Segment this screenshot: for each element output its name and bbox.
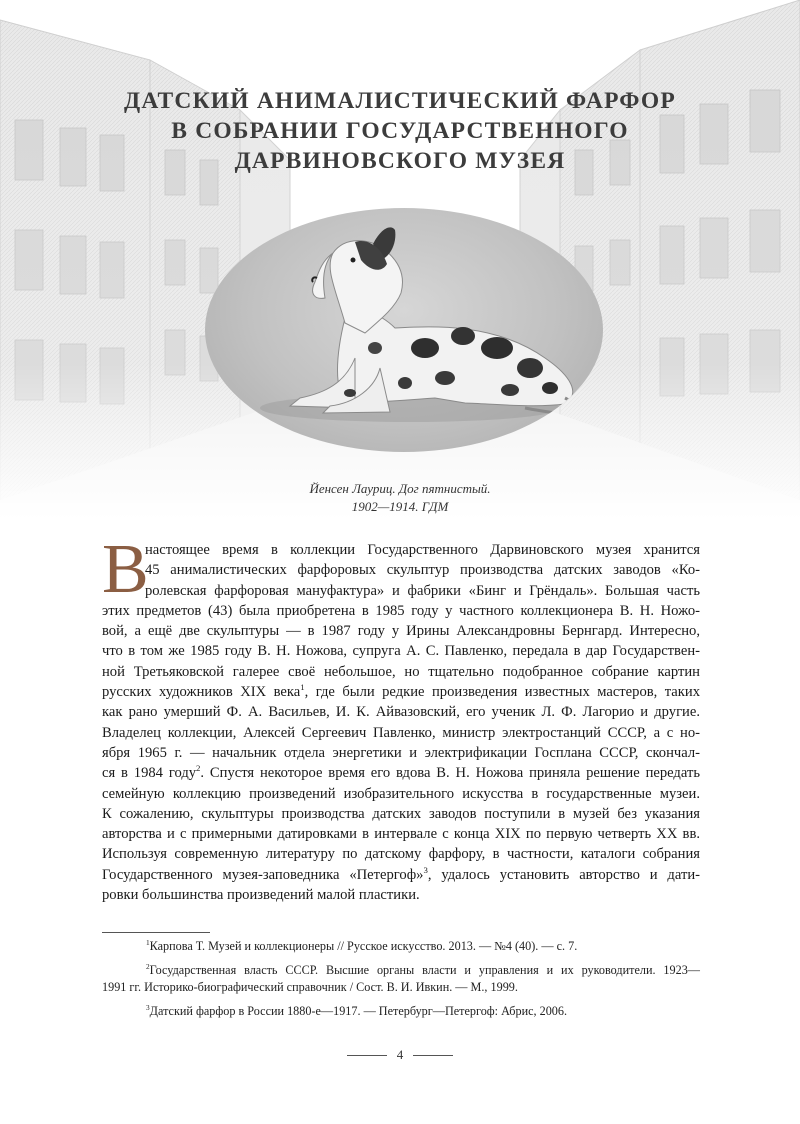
footnote-number: 1 xyxy=(146,937,150,947)
body-line: 45 анималистических фарфоровых скульптур производства датских заводов «Ко- xyxy=(145,562,700,579)
title-line-3: ДАРВИНОВСКОГО МУЗЕЯ xyxy=(234,148,566,174)
body-line: вой, а ещё две скульптуры — в 1987 году у Ирины Александровны Бернгард. Интересно, xyxy=(102,623,700,640)
dog-figurine-photo xyxy=(205,208,603,452)
body-line: ролевская фарфоровая мануфактура» и фабрики «Бинг и Грёндаль». Большая часть xyxy=(145,582,700,599)
footnote-divider xyxy=(102,932,210,933)
body-line xyxy=(102,763,700,783)
body-text: русских художников XIX века xyxy=(102,684,301,701)
body-line: ровки большинства произведений малой пластики. xyxy=(102,887,420,904)
body-line: Владелец коллекции, Алексей Сергеевич Павленко, министр электростанций СССР, а с но- xyxy=(102,724,700,741)
body-line: как рано умерший Ф. А. Васильев, И. К. Айвазовский, его ученик Л. Ф. Лагорио и другие. xyxy=(102,704,700,721)
footnote-ref-3: 3 xyxy=(423,864,428,875)
title-line-1: ДАТСКИЙ АНИМАЛИСТИЧЕСКИЙ ФАРФОР xyxy=(124,88,676,114)
body-line: ной Третьяковской галерее своё небольшое, но тщательно подобранное собрание картин xyxy=(102,663,700,680)
footnote-text: 1991 гг. Историко-биографический справочник / Сост. В. И. Ивкин. — М., 1999. xyxy=(102,980,518,994)
footnote-ref-2: 2 xyxy=(196,763,201,774)
footnote-number: 3 xyxy=(146,1002,150,1012)
body-text: Государственного музея-заповедника «Петергоф» xyxy=(102,866,424,883)
body-text: . Спустя некоторое время его вдова В. Н. Ножова приняла решение передать xyxy=(200,765,700,782)
article-body xyxy=(102,531,700,905)
caption-line-2: 1902—1914. ГДМ xyxy=(351,499,449,514)
body-line: этих предметов (43) была приобретена в 1985 году у частного коллекционера В. Н. Ножо- xyxy=(102,602,700,619)
footnote-3 xyxy=(102,1003,700,1020)
footnote-ref-1: 1 xyxy=(300,682,305,693)
porcelain-dog-image xyxy=(205,208,603,452)
body-line: К сожалению, скульптуры производства датских заводов поступили в музей без указания xyxy=(102,805,700,822)
body-text: , удалось установить авторство и дати- xyxy=(427,866,700,883)
body-line: ября 1965 г. — начальник отдела энергетики и электрификации Госплана СССР, скончал- xyxy=(102,744,700,761)
footnote-text: Карпова Т. Музей и коллекционеры // Русское искусство. 2013. — №4 (40). — с. 7. xyxy=(149,939,578,953)
body-text: , где были редкие произведения известных мастеров, таких xyxy=(304,684,700,701)
body-line: Используя современную литературу по датскому фарфору, в частности, каталоги собрания xyxy=(102,846,700,863)
footnote-number: 2 xyxy=(146,961,150,971)
body-line: что в том же 1985 году В. Н. Ножова, супруга А. С. Павленко, передала в дар Государствен- xyxy=(102,643,700,660)
footnote-1 xyxy=(102,938,700,955)
body-line: настоящее время в коллекции Государственного Дарвиновского музея хранится xyxy=(145,542,700,558)
drop-cap: В xyxy=(102,531,149,608)
body-line xyxy=(102,865,700,885)
footnote-text: Государственная власть СССР. Высшие органы власти и управления и их руководители. 1923— xyxy=(149,963,700,977)
photo-caption xyxy=(200,480,600,516)
body-text: ся в 1984 году xyxy=(102,765,197,782)
body-line: семейную коллекцию произведений изобразительного искусства в государственные музеи. xyxy=(102,785,700,802)
body-line xyxy=(102,682,700,702)
article-title xyxy=(100,86,700,176)
page-number-area xyxy=(0,1047,800,1063)
page-number: 4 xyxy=(396,1047,404,1062)
body-line: авторства и с примерными датировками в интервале с конца XIX по первую четверть XX вв. xyxy=(102,826,700,843)
page-number-rule-left xyxy=(347,1055,387,1056)
footnote-text: Датский фарфор в России 1880-е—1917. — Петербург—Петергоф: Абрис, 2006. xyxy=(149,1004,568,1018)
title-line-2: В СОБРАНИИ ГОСУДАРСТВЕННОГО xyxy=(171,118,629,144)
caption-line-1: Йенсен Лауриц. Дог пятнистый. xyxy=(309,481,491,496)
page-number-rule-right xyxy=(413,1055,453,1056)
footnote-2 xyxy=(102,962,700,996)
